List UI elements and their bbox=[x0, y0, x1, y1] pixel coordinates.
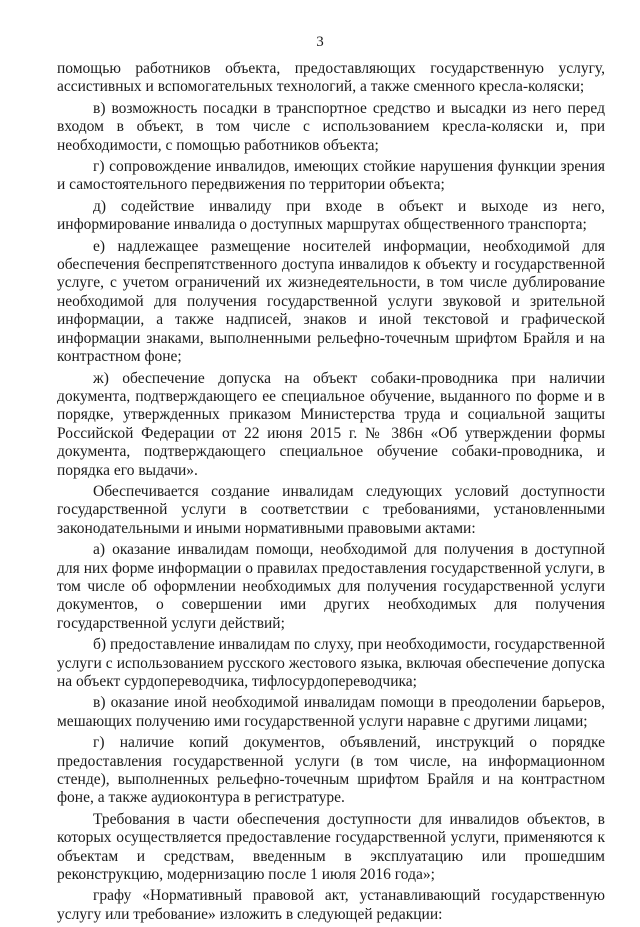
paragraph: Требования в части обеспечения доступности для инвалидов объектов, в которых осуществляется предоставление государственной услуги, применяются к объектам и средствам, введенным в эксплуатацию или прошедшим реконструкцию, модернизацию после 1 июля 2016 года»; bbox=[57, 810, 605, 884]
paragraph: г) наличие копий документов, объявлений, инструкций о порядке предоставления государственной услуги (в том числе, на информационном стенде), выполненных рельефно-точечным шрифтом Брайля и на контрастном фоне, а также аудиоконтура в регистратуре. bbox=[57, 734, 605, 807]
paragraph: г) сопровождение инвалидов, имеющих стойкие нарушения функции зрения и самостоятельного передвижения по территории объекта; bbox=[57, 158, 605, 194]
paragraph: д) содействие инвалиду при входе в объект и выходе из него, информирование инвалида о доступных маршрутах общественного транспорта; bbox=[57, 197, 605, 234]
paragraph: а) оказание инвалидам помощи, необходимой для получения в доступной для них форме информации о правилах предоставления государственной услуги, в том числе об оформлении необходимых для получения государственной услуги документов, о совершении ими других необходимых для получения государственной услуги действий; bbox=[57, 541, 605, 632]
paragraph: б) предоставление инвалидам по слуху, при необходимости, государственной услуги с использованием русского жестового языка, включая обеспечение допуска на объект сурдопереводчика, тифлосурдопереводчика; bbox=[57, 636, 605, 690]
paragraph: Обеспечивается создание инвалидам следующих условий доступности государственной услуги в соответствии с требованиями, установленными законодательными и иными нормативными правовыми актами: bbox=[57, 482, 605, 537]
paragraph: помощью работников объекта, предоставляющих государственную услугу, ассистивных и вспомогательных технологий, а также сменного кресла-коляски; bbox=[57, 60, 605, 96]
page-number: 3 bbox=[316, 34, 324, 50]
document-body bbox=[57, 60, 605, 927]
paragraph: в) возможность посадки в транспортное средство и высадки из него перед входом в объект, в том числе с использованием кресла-коляски и, при необходимости, с помощью работников объекта; bbox=[57, 99, 605, 154]
paragraph: ж) обеспечение допуска на объект собаки-проводника при наличии документа, подтверждающего ее специальное обучение, выданного по форме и в порядке, утвержденных приказом Министерства труда и социальной защиты Российской Федерации от 22 июня 2015 г. № 386н «Об утверждении формы документа, подтверждающего специальное обучение собаки-проводника, и порядка его выдачи». bbox=[57, 369, 605, 479]
paragraph: графу «Нормативный правовой акт, устанавливающий государственную услугу или требование» изложить в следующей редакции: bbox=[57, 887, 605, 923]
paragraph: е) надлежащее размещение носителей информации, необходимой для обеспечения беспрепятственного доступа инвалидов к объекту и государственной услуге, с учетом ограничений их жизнедеятельности, в том числе дублирование необходимой для получения государственной услуги звуковой и зрительной информации, а также надписей, знаков и иной текстовой и графической информации знаками, выполненными рельефно-точечным шрифтом Брайля и на контрастном фоне; bbox=[57, 237, 605, 366]
paragraph: в) оказание иной необходимой инвалидам помощи в преодолении барьеров, мешающих получению ими государственной услуги наравне с другими лицами; bbox=[57, 694, 605, 730]
